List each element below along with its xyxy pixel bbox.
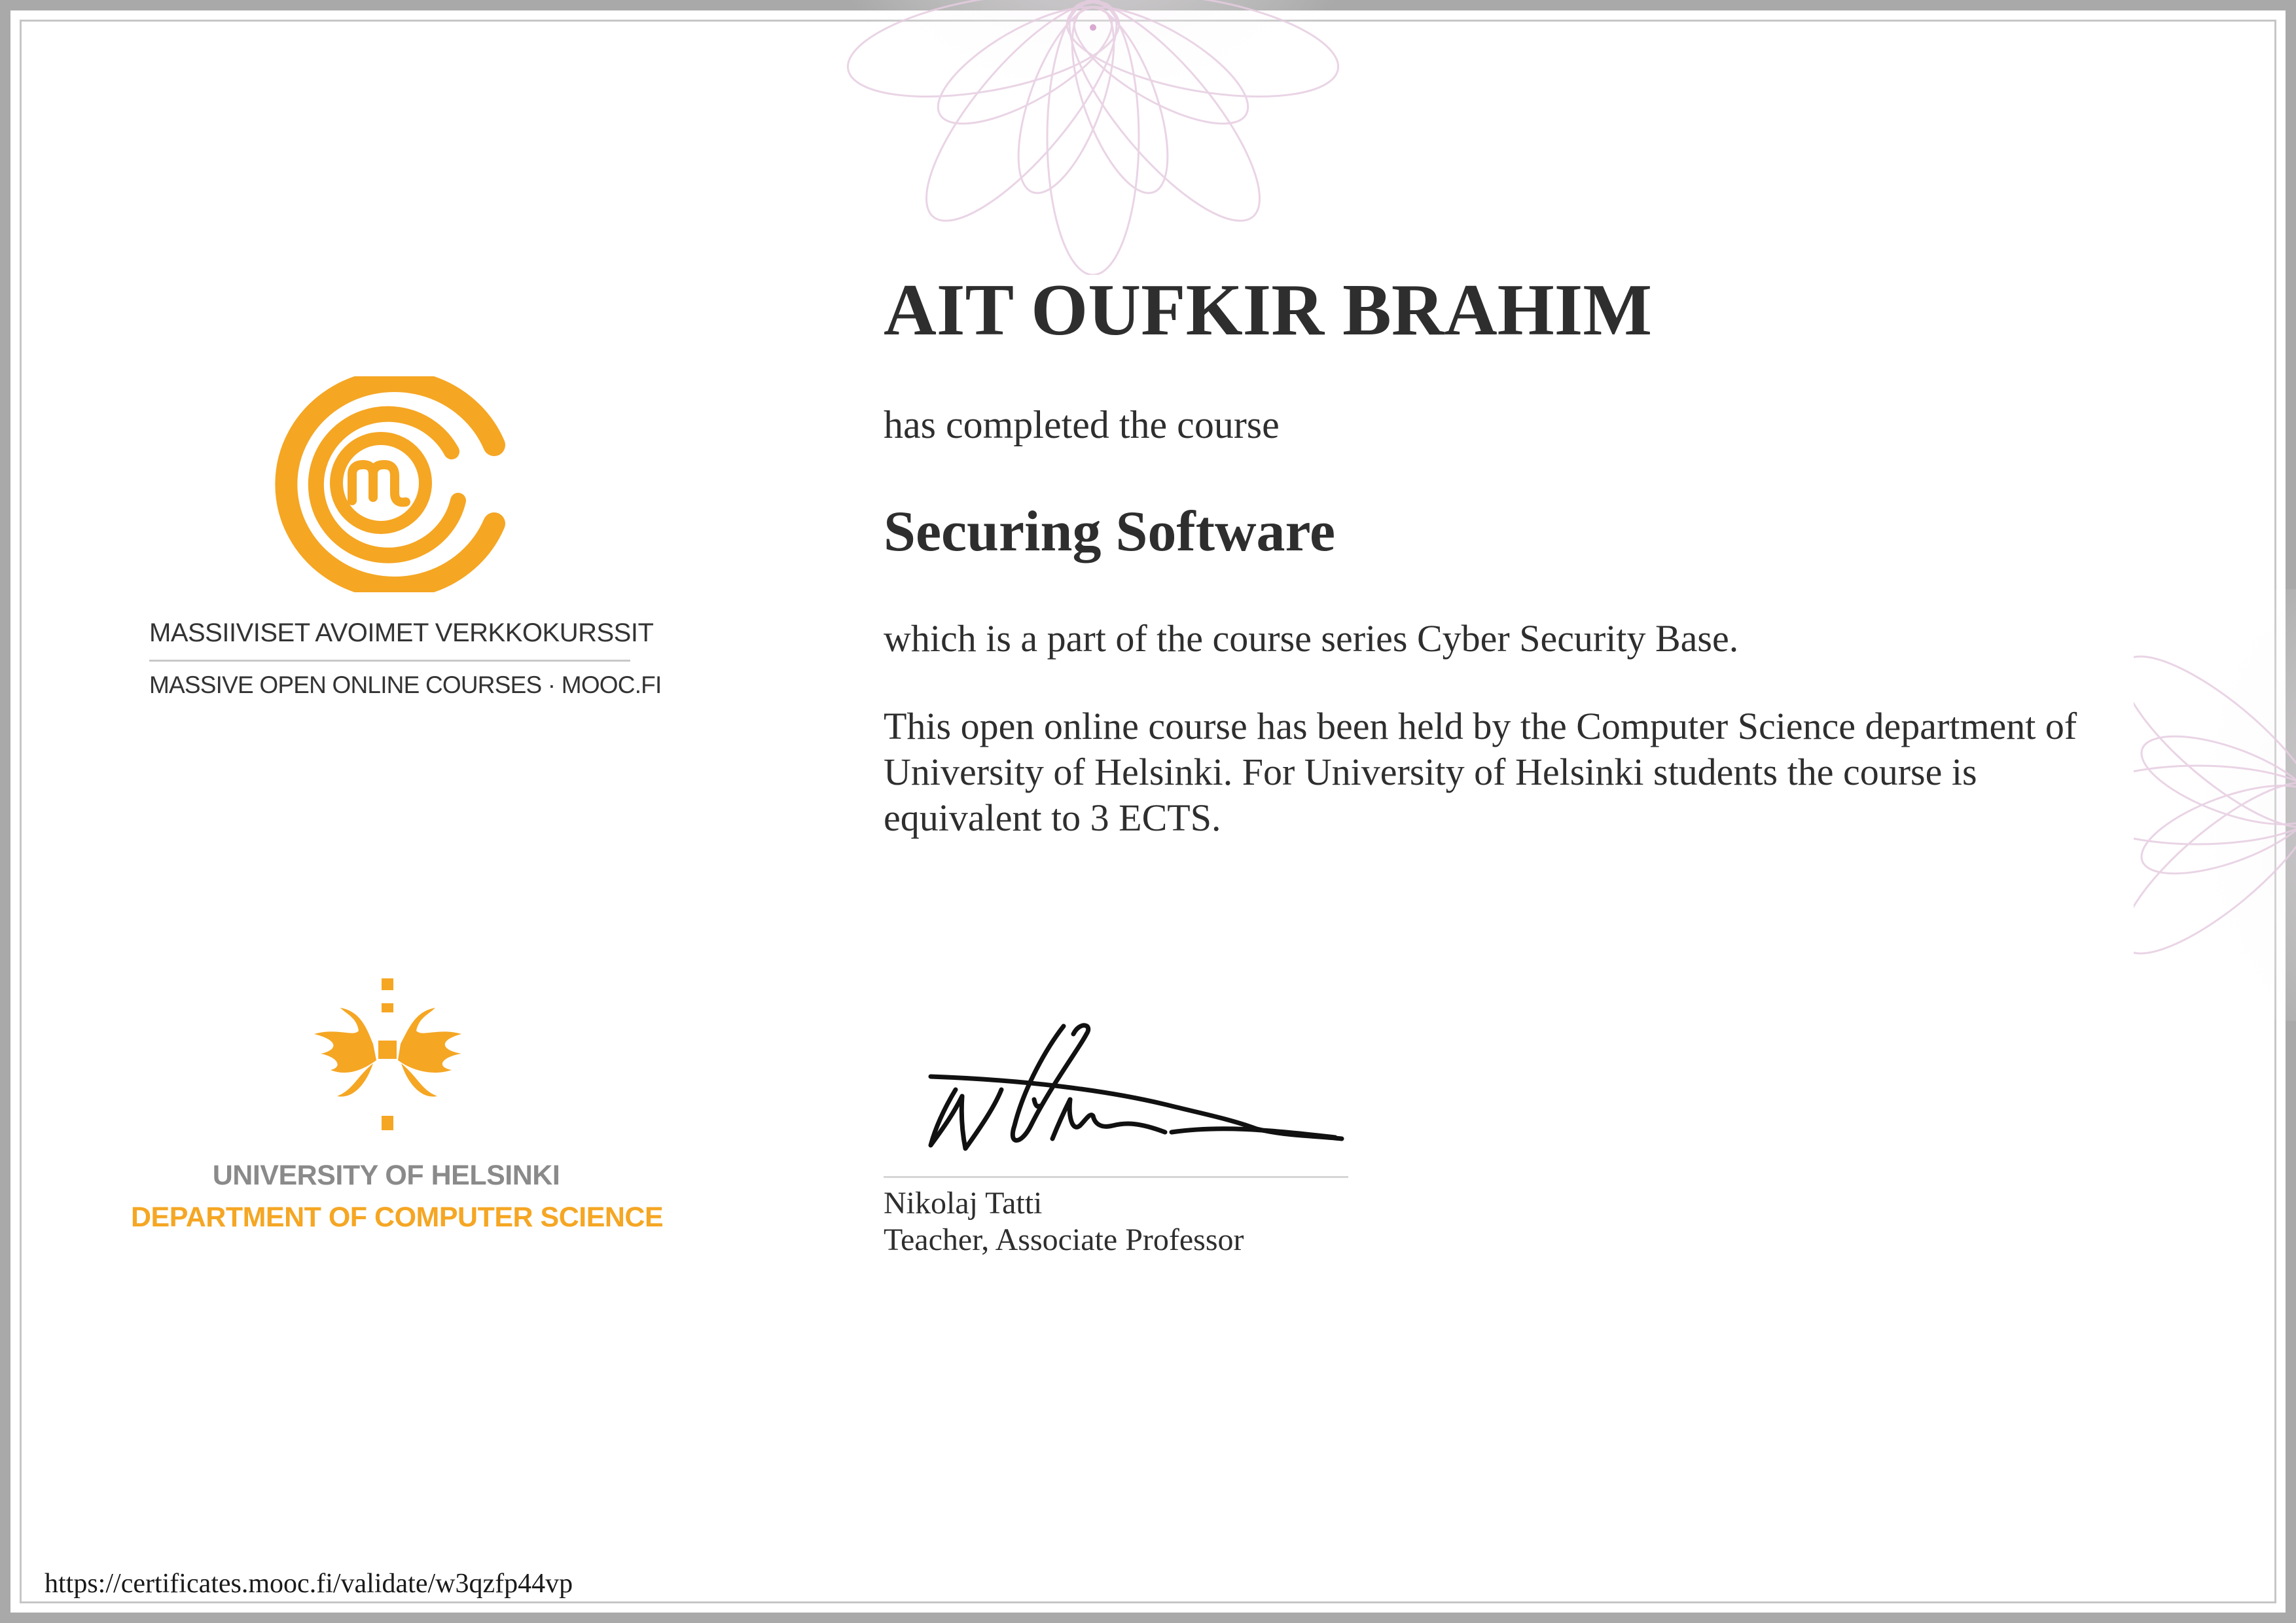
course-series-statement: which is a part of the course series Cyber Security Base. (884, 617, 1739, 660)
handwritten-signature (890, 1008, 1361, 1185)
mooc-logo-icon (268, 376, 511, 592)
signatory-name: Nikolaj Tatti (884, 1186, 1043, 1221)
guilloche-rosette-top (831, 0, 1355, 275)
university-of-helsinki-flame-icon (301, 978, 471, 1132)
course-title: Securing Software (884, 500, 1336, 563)
signature-line (884, 1176, 1348, 1178)
completion-statement: has completed the course (884, 403, 1280, 446)
university-name: UNIVERSITY OF HELSINKI (212, 1160, 560, 1191)
mooc-logo-divider (149, 660, 630, 662)
mooc-english-tagline: MASSIVE OPEN ONLINE COURSES · MOOC.FI (149, 671, 662, 698)
signatory-title: Teacher, Associate Professor (884, 1222, 1244, 1257)
recipient-name: AIT OUFKIR BRAHIM (884, 270, 1653, 351)
department-name: DEPARTMENT OF COMPUTER SCIENCE (131, 1202, 664, 1233)
course-description: This open online course has been held by the Computer Science department of University of Helsinki. For University of Helsinki students the course is equivalent to 3 ECTS. (884, 705, 2077, 839)
guilloche-rosette-right (2134, 576, 2296, 1034)
mooc-finnish-tagline: MASSIIVISET AVOIMET VERKKOKURSSIT (149, 618, 654, 647)
certificate-validation-link[interactable]: https://certificates.mooc.fi/validate/w3qzfp44vp (45, 1569, 573, 1599)
